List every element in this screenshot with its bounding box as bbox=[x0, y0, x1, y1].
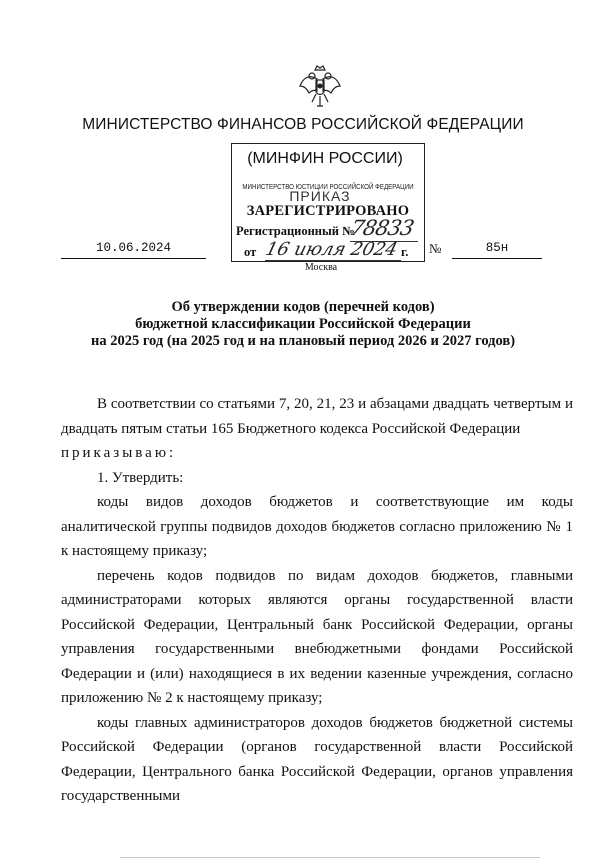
page-bottom-edge bbox=[120, 857, 540, 858]
ministry-short-name: (МИНФИН РОССИИ) bbox=[247, 150, 403, 167]
stamp-authority: МИНИСТЕРСТВО ЮСТИЦИИ РОССИЙСКОЙ ФЕДЕРАЦИИ bbox=[242, 183, 414, 192]
document-body bbox=[61, 392, 573, 809]
title-line-3: на 2025 год (на 2025 год и на плановый период 2026 и 2027 годов) bbox=[90, 333, 516, 349]
date-underline bbox=[265, 260, 401, 261]
stamp-date-suffix: г. bbox=[401, 245, 409, 259]
order-number-underline bbox=[452, 258, 542, 259]
paragraph-b: перечень кодов подвидов по видам доходов бюджетов, главными администраторами которых являются органы государственной власти Российской Федерации, Центральный банк Российской Федерации, органы управления государственными внебюджетными фондами Российской Федерации и (или) находящиеся в их ведении казенные учреждения, согласно приложению № 2 к настоящему приказу; bbox=[61, 567, 573, 706]
stamp-status: ЗАРЕГИСТРИРОВАНО bbox=[246, 203, 410, 219]
intro-paragraph: В соответствии со статьями 7, 20, 21, 23 и абзацами двадцать четвертым и двадцать пятым статьи 165 Бюджетного кодекса Российской Федерации bbox=[61, 396, 573, 437]
document-type: ПРИКАЗ bbox=[289, 188, 351, 204]
title-line-1: Об утверждении кодов (перечней кодов) bbox=[171, 299, 435, 315]
order-date: 10.06.2024 bbox=[95, 241, 171, 255]
stamp-reg-label: Регистрационный № bbox=[236, 224, 355, 238]
paragraph-a: коды видов доходов бюджетов и соответствующие им коды аналитической группы подвидов доходов бюджетов согласно приложению № 1 к настоящему приказу; bbox=[61, 494, 573, 559]
order-number: 85н bbox=[485, 241, 509, 255]
russian-coat-of-arms-icon bbox=[297, 64, 343, 110]
order-date-underline bbox=[61, 258, 206, 259]
title-line-2: бюджетной классификации Российской Федерации bbox=[135, 316, 471, 332]
city: Москва bbox=[304, 262, 338, 273]
paragraph-c: коды главных администраторов доходов бюджетов бюджетной системы Российской Федерации (органов государственной власти Российской Федерации, Центрального банка Российской Федерации, органов управления государственными bbox=[61, 714, 573, 804]
stamp-reg-number: 78833 bbox=[348, 216, 416, 240]
document-title bbox=[0, 299, 606, 350]
item-1: 1. Утвердить: bbox=[97, 469, 184, 486]
ministry-name: МИНИСТЕРСТВО ФИНАНСОВ РОССИЙСКОЙ ФЕДЕРАЦИИ bbox=[82, 116, 524, 133]
stamp-date: 16 июля 2024 bbox=[263, 239, 400, 260]
order-number-label: № bbox=[429, 241, 442, 256]
stamp-date-prefix: от bbox=[244, 245, 257, 259]
order-word: приказываю: bbox=[61, 445, 177, 461]
